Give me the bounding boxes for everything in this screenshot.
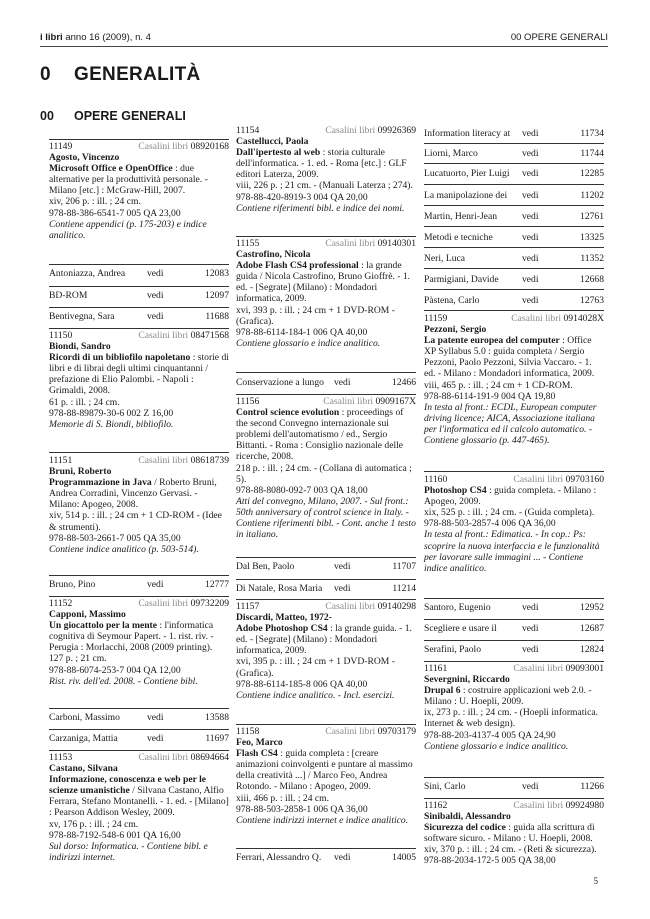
catalog-entry — [49, 598, 229, 687]
entry-description — [49, 352, 229, 396]
source-code: 08920168 — [190, 141, 229, 152]
entry-author: Castellucci, Paola — [236, 136, 309, 148]
entry-author: Severgnini, Riccardo — [424, 674, 510, 686]
entry-imprint: : l'informatica cognitiva di Seymour Papert. - 1. rist. riv. - Perugia : Morlacchi, 2008 (2009 printing). — [49, 620, 214, 654]
entry-author: Agosto, Vincenzo — [49, 152, 120, 164]
entry-isbn-price: 978-88-6114-191-9 004 QA 19,80 — [424, 390, 556, 402]
entry-number: 11160 — [424, 474, 448, 485]
source-code: 0914028X — [563, 313, 604, 324]
entry-number: 11157 — [236, 601, 260, 612]
catalog-entry — [49, 752, 229, 863]
source-code: 09093001 — [565, 663, 604, 674]
source-label: Casalini libri — [513, 474, 564, 485]
xref-number: 13325 — [580, 232, 604, 243]
entry-isbn-price: 978-88-7192-548-6 001 QA 16,00 — [49, 829, 181, 841]
xref-name: Santoro, Eugenio — [424, 602, 491, 613]
xref-name: Metodi e tecniche — [424, 232, 493, 243]
entry-source — [325, 125, 416, 136]
entry-note: In testa al front.: Edimatica. - In cop.: Ps: scoprire la nuova interfaccia e le funzionalità per lavorare sulle immagini ... - Contiene indice analitico. — [424, 529, 600, 574]
entry-isbn-price: 978-88-503-2661-7 005 QA 35,00 — [49, 532, 181, 544]
cross-reference — [424, 148, 604, 159]
entry-author: Castano, Silvana — [49, 763, 118, 775]
xref-see: vedi — [147, 712, 164, 723]
journal-name: i libri — [40, 32, 63, 43]
entry-imprint: : storia culturale dell'informatica. - 1. ed. - Roma [etc.] : GLF editori Laterza, 2009. — [236, 147, 407, 181]
entry-source — [138, 752, 229, 763]
entry-author: Pezzoni, Sergio — [424, 324, 487, 336]
entry-id-line — [236, 238, 416, 249]
entry-imprint: : storie di libri e di librai degli ultimi cinquantanni / prefazione di Elio Palombi. - Napoli : Grimaldi, 2008. — [49, 352, 229, 397]
running-header-left — [40, 32, 151, 43]
entry-number: 11154 — [236, 125, 260, 136]
entry-imprint: : guida alla scrittura di software sicuro. - Milano : U. Hoepli, 2008. — [424, 822, 595, 845]
xref-name: Bruno, Pino — [49, 579, 96, 590]
xref-name: Di Natale, Rosa Maria — [236, 583, 323, 594]
entry-physical: 218 p. : ill. ; 24 cm. - (Collana di automatica ; 5). — [236, 462, 412, 485]
cross-reference — [424, 253, 604, 264]
entry-id-line — [236, 601, 416, 612]
cross-reference — [236, 377, 416, 388]
xref-number: 12687 — [580, 623, 604, 634]
entry-physical: xv, 176 p. : ill. ; 24 cm. — [49, 818, 139, 830]
entry-id-line — [49, 752, 229, 763]
entry-note: In testa al front.: ECDL, European computer driving licence; AICA, Associazione italiana per l'informatica ed il calcolo automatico. - Contiene glossario (p. 447-465). — [424, 401, 597, 447]
entry-isbn-price: 978-88-8080-092-7 003 QA 18,00 — [236, 484, 368, 496]
page-number: 5 — [593, 876, 598, 886]
entry-title: Microsoft Office e OpenOffice — [49, 163, 173, 175]
source-code: 09732209 — [190, 598, 229, 609]
entry-description — [424, 822, 604, 844]
section-title: 0 GENERALITÀ — [40, 64, 201, 85]
entry-author: Biondi, Sandro — [49, 341, 111, 353]
source-code: 09703160 — [565, 474, 604, 485]
entry-isbn-price: 978-88-386-6541-7 005 QA 23,00 — [49, 207, 181, 219]
subsection-title: 00 OPERE GENERALI — [40, 109, 186, 123]
cross-reference — [424, 781, 604, 792]
entry-imprint: / Silvana Castano, Alfio Ferrara, Stefano Montanelli. - 1. ed. - [Milano] : Pearson Addison Wesley, 2009. — [49, 785, 229, 819]
catalog-entry — [424, 313, 604, 446]
entry-id-line — [424, 313, 604, 324]
catalog-entry — [236, 125, 416, 214]
header-rule — [40, 46, 608, 47]
entry-id-line — [49, 141, 229, 152]
xref-number: 12763 — [580, 295, 604, 306]
entry-physical: xvi, 395 p. : ill. ; 24 cm + 1 DVD-ROM - (Grafica). — [236, 656, 395, 679]
entry-title: Adobe Flash CS4 professional — [236, 260, 359, 272]
entry-title: La patente europea del computer — [424, 335, 560, 347]
catalog-entry — [236, 238, 416, 349]
entry-number: 11149 — [49, 141, 73, 152]
source-label: Casalini libri — [325, 238, 376, 249]
entry-physical: xvi, 393 p. : ill. ; 24 cm + 1 DVD-ROM - (Grafica). — [236, 304, 395, 327]
entry-note: Contiene indirizzi internet e indice analitico. — [236, 814, 409, 826]
entry-title: Programmazione in Java — [49, 477, 152, 489]
xref-see: vedi — [334, 852, 351, 863]
xref-see: vedi — [522, 148, 539, 159]
entry-imprint: : la grande guida. - 1. ed. - [Segrate] (Milano) : Mondadori informatica, 2009. — [236, 623, 412, 657]
issue-info: anno 16 (2009), n. 4 — [65, 32, 151, 43]
entry-physical: viii, 465 p. : ill. ; 24 cm + 1 CD-ROM. — [424, 379, 573, 391]
xref-name: Bentivegna, Sara — [49, 311, 115, 322]
xref-name: Neri, Luca — [424, 253, 466, 264]
entry-source — [325, 238, 416, 249]
entry-title: Dall'ipertesto al web — [236, 147, 321, 159]
source-label: Casalini libri — [138, 598, 189, 609]
entry-number: 11152 — [49, 598, 73, 609]
xref-number: 11352 — [580, 253, 604, 264]
cross-reference — [236, 852, 416, 863]
source-label: Casalini libri — [323, 396, 374, 407]
entry-physical: ix, 273 p. : ill. ; 24 cm. - (Hoepli informatica. Internet & web design). — [424, 707, 598, 730]
source-label: Casalini libri — [138, 455, 189, 466]
entry-isbn-price: 978-88-503-2858-1 006 QA 36,00 — [236, 803, 368, 815]
entry-description — [236, 407, 416, 462]
entry-id-line — [49, 455, 229, 466]
cross-reference — [424, 128, 604, 139]
xref-number: 12668 — [580, 274, 604, 285]
entry-physical: viii, 226 p. ; 21 cm. - (Manuali Laterza ; 274). — [236, 180, 413, 192]
entry-isbn-price: 978-88-89879-30-6 002 Z 16,00 — [49, 407, 174, 419]
entry-note: Contiene indice analitico. - Incl. esercizi. — [236, 689, 395, 701]
xref-see: vedi — [522, 211, 539, 222]
source-code: 09924980 — [565, 800, 604, 811]
source-label: Casalini libri — [138, 752, 189, 763]
cross-reference — [236, 583, 416, 594]
entry-number: 11151 — [49, 455, 73, 466]
xref-see: vedi — [522, 602, 539, 613]
cross-reference — [424, 274, 604, 285]
catalog-entry — [236, 601, 416, 701]
catalog-entry — [49, 141, 229, 241]
xref-name: Martin, Henri-Jean — [424, 211, 497, 222]
catalog-entry — [424, 800, 604, 867]
entry-source — [513, 474, 604, 485]
entry-imprint: : due alternative per la produttività personale. - Milano [etc.] : McGraw-Hill, 2007. — [49, 163, 208, 197]
xref-number: 11744 — [580, 148, 604, 159]
entry-note: Contiene appendici (p. 175-203) e indice analitico. — [49, 218, 207, 241]
entry-physical: xiv, 514 p. : ill. ; 24 cm + 1 CD-ROM - (Idee & strumenti). — [49, 510, 222, 533]
xref-name: Carboni, Massimo — [49, 712, 120, 723]
entry-isbn-price: 978-88-420-8919-3 004 QA 20,00 — [236, 191, 368, 203]
entry-isbn-price: 978-88-503-2857-4 006 QA 36,00 — [424, 518, 556, 530]
entry-note: Contiene glossario e indice analitico. — [424, 740, 569, 752]
xref-number: 12952 — [580, 602, 604, 613]
entry-number: 11162 — [424, 800, 448, 811]
entry-source — [511, 313, 604, 324]
xref-name: Serafini, Paolo — [424, 644, 482, 655]
entry-number: 11153 — [49, 752, 73, 763]
cross-reference — [424, 623, 604, 634]
entry-description — [49, 774, 229, 818]
entry-isbn-price: 978-88-6074-253-7 004 QA 12,00 — [49, 664, 181, 676]
entry-description — [49, 163, 229, 196]
entry-source — [138, 598, 229, 609]
entry-author: Castrofino, Nicola — [236, 249, 311, 261]
entry-physical: xiv, 206 p. : ill. ; 24 cm. — [49, 196, 141, 208]
source-code: 09140298 — [377, 601, 416, 612]
entry-description — [236, 623, 416, 656]
source-label: Casalini libri — [138, 141, 189, 152]
cross-reference — [49, 290, 229, 301]
entry-number: 11156 — [236, 396, 260, 407]
source-code: 08471568 — [190, 330, 229, 341]
catalog-entry — [424, 474, 604, 574]
entry-title: Photoshop CS4 — [424, 485, 487, 497]
xref-number: 12824 — [580, 644, 604, 655]
xref-number: 11214 — [392, 583, 416, 594]
xref-see: vedi — [522, 295, 539, 306]
entry-physical: xix, 525 p. : ill. ; 24 cm. - (Guida completa). — [424, 507, 595, 519]
entry-note: Rist. riv. dell'ed. 2008. - Contiene bibl. — [49, 675, 198, 687]
xref-see: vedi — [522, 253, 539, 264]
entry-title: Drupal 6 — [424, 685, 461, 697]
xref-name: Scegliere e usare il — [424, 623, 497, 634]
source-label: Casalini libri — [513, 663, 564, 674]
entry-author: Bruni, Roberto — [49, 466, 112, 478]
xref-see: vedi — [522, 232, 539, 243]
entry-title: Un giocattolo per la mente — [49, 620, 157, 632]
running-header-right: 00 OPERE GENERALI — [510, 32, 608, 43]
source-label: Casalini libri — [325, 726, 376, 737]
xref-name: Sini, Carlo — [424, 781, 466, 792]
cross-reference — [236, 561, 416, 572]
entry-description — [236, 147, 416, 180]
entry-note: Sul dorso: Informatica. - Contiene bibl. e indirizzi internet. — [49, 840, 208, 863]
entry-source — [138, 455, 229, 466]
entry-physical: 61 p. : ill. ; 24 cm. — [49, 396, 120, 408]
entry-description — [424, 335, 604, 379]
cross-reference — [49, 733, 229, 744]
source-code: 08618739 — [190, 455, 229, 466]
entry-note: Contiene glossario e indice analitico. — [236, 337, 381, 349]
xref-number: 11266 — [580, 781, 604, 792]
catalog-entry — [49, 455, 229, 555]
entry-imprint: : guida completa : [creare animazioni coinvolgenti e puntare al massimo della creatività ...] / Marco Feo, Andrea Rotondo. - Milano : Apogeo, 2009. — [236, 748, 413, 793]
entry-note: Memorie di S. Biondi, bibliofilo. — [49, 418, 174, 430]
entry-physical: xiv, 370 p. : ill. ; 24 cm. - (Reti & sicurezza). — [424, 844, 597, 856]
entry-description — [424, 685, 604, 707]
cross-reference — [49, 311, 229, 322]
entry-title: Informazione, conoscenza e web per le scienze umanistiche — [49, 774, 207, 797]
entry-source — [323, 396, 416, 407]
entry-imprint: : la grande guida / Nicola Castrofino, Bruno Gioffrè. - 1. ed. - [Segrate] (Milano) : Mondadori informatica, 2009. — [236, 260, 411, 305]
entry-source — [513, 663, 604, 674]
xref-see: vedi — [522, 623, 539, 634]
entry-note: Contiene indice analitico (p. 503-514). — [49, 543, 199, 555]
xref-number: 11688 — [205, 311, 229, 322]
entry-source — [325, 601, 416, 612]
entry-id-line — [236, 396, 416, 407]
xref-name: Parmigiani, Davide — [424, 274, 499, 285]
catalog-entry — [424, 663, 604, 752]
xref-see: vedi — [147, 268, 164, 279]
xref-name: Ferrari, Alessandro Q. — [236, 852, 322, 863]
entry-number: 11161 — [424, 663, 448, 674]
entry-author: Capponi, Massimo — [49, 609, 126, 621]
xref-see: vedi — [522, 128, 539, 139]
xref-name: Pàstena, Carlo — [424, 295, 480, 306]
cross-reference — [424, 295, 604, 306]
entry-source — [513, 800, 604, 811]
xref-number: 12761 — [580, 211, 604, 222]
entry-isbn-price: 978-88-2034-172-5 005 QA 38,00 — [424, 855, 556, 867]
cross-reference — [49, 579, 229, 590]
catalog-entry — [236, 396, 416, 540]
entry-number: 11159 — [424, 313, 448, 324]
entry-id-line — [49, 598, 229, 609]
entry-title: Ricordi di un bibliofilo napoletano — [49, 352, 191, 364]
xref-see: vedi — [147, 733, 164, 744]
entry-number: 11155 — [236, 238, 260, 249]
xref-name: La manipolazione dei — [424, 190, 508, 201]
cross-reference — [49, 712, 229, 723]
entry-id-line — [424, 474, 604, 485]
entry-note: Contiene riferimenti bibl. e indice dei nomi. — [236, 202, 405, 214]
entry-description — [236, 748, 416, 792]
entry-imprint: : costruire applicazioni web 2.0. - Milano : U. Hoepli, 2009. — [424, 685, 592, 708]
entry-id-line — [236, 726, 416, 737]
source-label: Casalini libri — [513, 800, 564, 811]
entry-isbn-price: 978-88-203-4137-4 005 QA 24,90 — [424, 729, 556, 741]
xref-number: 11202 — [580, 190, 604, 201]
xref-number: 11707 — [392, 561, 416, 572]
entry-source — [138, 141, 229, 152]
source-label: Casalini libri — [325, 125, 376, 136]
entry-description — [424, 485, 604, 507]
xref-number: 12097 — [205, 290, 229, 301]
xref-see: vedi — [334, 561, 351, 572]
xref-number: 14005 — [392, 852, 416, 863]
entry-title: Adobe Photoshop CS4 — [236, 623, 328, 635]
entry-imprint: : proceedings of the second Convegno internazionale sui problemi dell'automatismo / ed., Sergio Bittanti. - Roma : Consiglio nazionale delle ricerche, 2008. — [236, 407, 404, 463]
cross-reference — [49, 268, 229, 279]
xref-see: vedi — [522, 190, 539, 201]
entry-physical: xiii, 466 p. : ill. ; 24 cm. — [236, 792, 330, 804]
entry-imprint: : guida completa. - Milano : Apogeo, 2009. — [424, 485, 597, 508]
entry-description — [49, 620, 229, 653]
entry-author: Discardi, Matteo, 1972- — [236, 612, 332, 624]
entry-note: Atti del convegno, Milano, 2007. - Sul front.: 50th anniversary of control science in Italy. - Contiene riferimenti bibl. - Cont. anche 1 testo in italiano. — [236, 495, 416, 541]
xref-number: 12083 — [205, 268, 229, 279]
xref-see: vedi — [334, 377, 351, 388]
entry-author: Sinibaldi, Alessandro — [424, 811, 511, 823]
source-code: 0909167X — [375, 396, 416, 407]
entry-source — [325, 726, 416, 737]
source-code: 09926369 — [377, 125, 416, 136]
entry-source — [138, 330, 229, 341]
source-code: 09140301 — [377, 238, 416, 249]
entry-physical: 127 p. ; 21 cm. — [49, 653, 107, 665]
xref-see: vedi — [522, 274, 539, 285]
source-code: 09703179 — [377, 726, 416, 737]
source-label: Casalini libri — [511, 313, 562, 324]
entry-id-line — [424, 800, 604, 811]
cross-reference — [424, 602, 604, 613]
xref-name: Information literacy at — [424, 128, 511, 139]
entry-id-line — [49, 330, 229, 341]
xref-name: Dal Ben, Paolo — [236, 561, 295, 572]
xref-number: 11697 — [205, 733, 229, 744]
entry-isbn-price: 978-88-6114-184-1 006 QA 40,00 — [236, 326, 368, 338]
entry-description — [236, 260, 416, 304]
entry-imprint: / Roberto Bruni, Andrea Corradini, Vincenzo Gervasi. - Milano: Apogeo, 2008. — [49, 477, 217, 511]
entry-id-line — [424, 663, 604, 674]
xref-number: 11734 — [580, 128, 604, 139]
cross-reference — [424, 211, 604, 222]
source-code: 08694664 — [190, 752, 229, 763]
entry-number: 11158 — [236, 726, 260, 737]
cross-reference — [424, 644, 604, 655]
entry-description — [49, 477, 229, 510]
source-label: Casalini libri — [325, 601, 376, 612]
entry-author: Feo, Marco — [236, 737, 283, 749]
xref-number: 12466 — [392, 377, 416, 388]
xref-name: Lucatuorto, Pier Luigi — [424, 168, 510, 179]
xref-see: vedi — [522, 781, 539, 792]
entry-isbn-price: 978-88-6114-185-8 006 QA 40,00 — [236, 678, 368, 690]
xref-number: 12777 — [205, 579, 229, 590]
xref-number: 13588 — [205, 712, 229, 723]
xref-see: vedi — [147, 290, 164, 301]
xref-number: 12285 — [580, 168, 604, 179]
entry-title: Control science evolution — [236, 407, 340, 419]
entry-number: 11150 — [49, 330, 73, 341]
xref-name: Conservazione a lungo — [236, 377, 324, 388]
cross-reference — [424, 168, 604, 179]
xref-see: vedi — [147, 311, 164, 322]
xref-see: vedi — [334, 583, 351, 594]
entry-imprint: : Office XP Syllabus 5.0 : guida completa / Sergio Pezzoni, Paolo Pezzoni, Silvia Vaccaro. - 1. ed. - Milano : Mondadori informatica, 2009. — [424, 335, 595, 380]
entry-title: Flash CS4 — [236, 748, 278, 760]
xref-name: Carzaniga, Mattia — [49, 733, 118, 744]
catalog-entry — [49, 330, 229, 430]
entry-title: Sicurezza del codice — [424, 822, 506, 834]
cross-reference — [424, 232, 604, 243]
xref-name: Antoniazza, Andrea — [49, 268, 126, 279]
catalog-entry — [236, 726, 416, 826]
xref-see: vedi — [522, 644, 539, 655]
xref-name: Liorni, Marco — [424, 148, 478, 159]
cross-reference — [424, 190, 604, 201]
xref-see: vedi — [147, 579, 164, 590]
source-label: Casalini libri — [138, 330, 189, 341]
xref-see: vedi — [522, 168, 539, 179]
xref-name: BD-ROM — [49, 290, 88, 301]
entry-id-line — [236, 125, 416, 136]
